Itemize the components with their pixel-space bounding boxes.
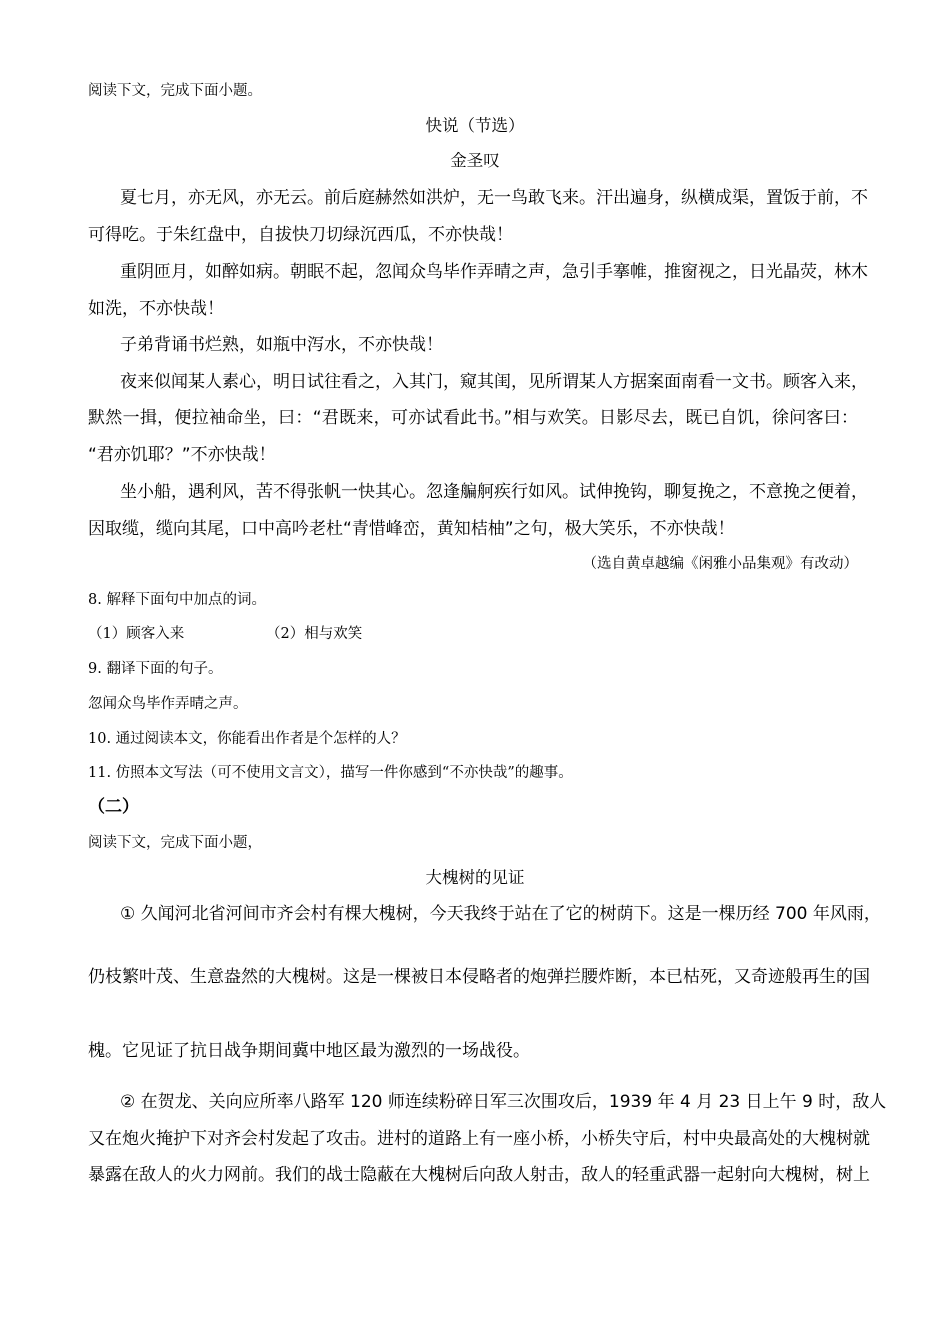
question-11: 11. 仿照本文写法（可不使用文言文），描写一件你感到“不亦快哉”的趣事。 <box>88 765 573 781</box>
p1-line1: 夏七月，亦无风，亦无云。前后庭赫然如洪炉，无一鸟敢飞来。汗出遍身，纵横成渠，置饭于前，不 <box>120 188 868 208</box>
section2-instruction: 阅读下文，完成下面小题， <box>88 835 262 851</box>
question-8: 8. 解释下面句中加点的词。 <box>88 592 266 608</box>
section1-author: 金圣叹 <box>450 151 500 170</box>
p3-line1: 子弟背诵书烂熟，如瓶中泻水，不亦快哉！ <box>120 335 443 355</box>
p5-line2: 因取缆，缆向其尾，口中高吟老杜“青惜峰峦，黄知桔柚”之句，极大笑乐，不亦快哉！ <box>88 519 735 539</box>
question-9-sentence: 忽闻众鸟毕作弄晴之声。 <box>88 696 248 712</box>
p2-line1: 重阴匝月，如醉如病。朝眠不起，忽闻众鸟毕作弄晴之声，急引手搴帷，推窗视之，日光晶荧，林木 <box>120 262 868 282</box>
s2-p2-line1: ② 在贺龙、关向应所率八路军 120 师连续粉碎日军三次围攻后，1939 年 4 月 23 日上午 9 时，敌人 <box>120 1092 887 1112</box>
p4-line1: 夜来似闻某人素心，明日试往看之，入其门，窥其闺，见所谓某人方据案面南看一文书。顾客入来， <box>120 372 868 392</box>
p1-line2: 可得吃。于朱红盘中，自拔快刀切绿沉西瓜，不亦快哉！ <box>88 225 513 245</box>
s2-p2-line3: 暴露在敌人的火力网前。我们的战士隐蔽在大槐树后向敌人射击，敌人的轻重武器一起射向大槐树，树上 <box>88 1165 870 1185</box>
s2-p1-line2: 仍枝繁叶茂、生意盎然的大槐树。这是一棵被日本侵略者的炮弹拦腰炸断，本已枯死，又奇迹般再生的国 <box>88 967 870 987</box>
question-10: 10. 通过阅读本文，你能看出作者是个怎样的人？ <box>88 731 406 747</box>
section2-heading: （二） <box>88 797 139 817</box>
s2-p1-line3: 槐。它见证了抗日战争期间冀中地区最为激烈的一场战役。 <box>88 1041 530 1061</box>
s2-p1-line1: ① 久闻河北省河间市齐会村有棵大槐树，今天我终于站在了它的树荫下。这是一棵历经 700 年风雨， <box>120 904 881 924</box>
section2-title: 大槐树的见证 <box>425 868 525 887</box>
p2-line2: 如洗，不亦快哉！ <box>88 299 224 319</box>
question-8-item-2: （2）相与欢笑 <box>266 626 363 642</box>
question-9: 9. 翻译下面的句子。 <box>88 661 223 677</box>
p4-line2: 默然一揖，便拉袖命坐，曰：“君既来，可亦试看此书。”相与欢笑。日影尽去，既已自饥，徐问客曰： <box>88 408 858 428</box>
s2-p2-line2: 又在炮火掩护下对齐会村发起了攻击。进村的道路上有一座小桥，小桥失守后，村中央最高处的大槐树就 <box>88 1129 870 1149</box>
source-citation: （选自黄卓越编《闲雅小品集观》有改动） <box>582 556 858 572</box>
p5-line1: 坐小船，遇利风，苦不得张帆一快其心。忽逢艑舸疾行如风。试伸挽钩，聊复挽之，不意挽之便着， <box>120 482 868 502</box>
section1-instruction: 阅读下文，完成下面小题。 <box>88 83 262 99</box>
p4-line3: “君亦饥耶？”不亦快哉！ <box>88 445 276 465</box>
question-8-item-1: （1）顾客入来 <box>88 626 185 642</box>
section1-title: 快说（节选） <box>425 116 525 135</box>
